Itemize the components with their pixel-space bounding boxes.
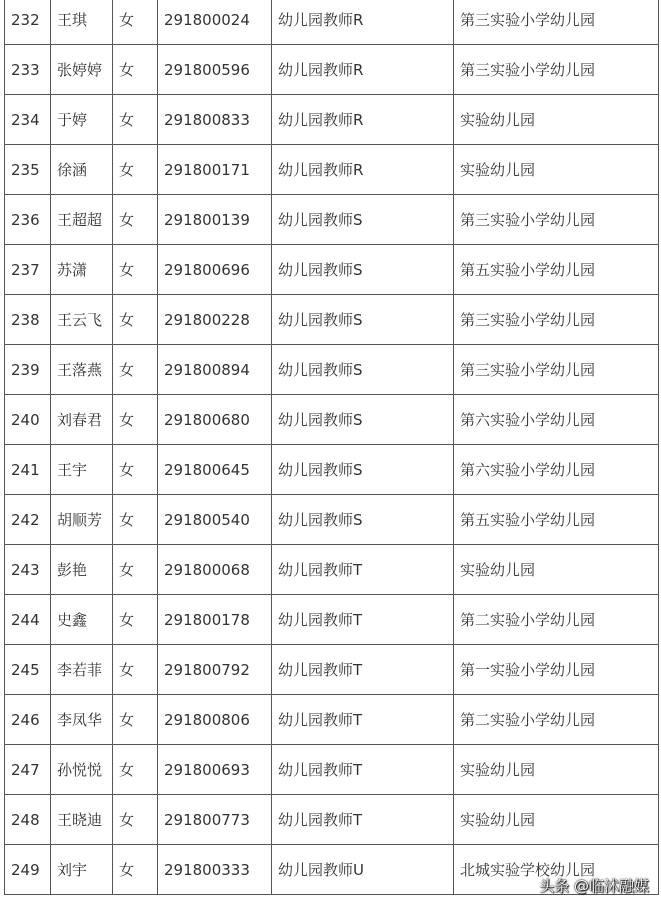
table-row bbox=[5, 395, 659, 445]
cell-exam-id: 291800792 bbox=[158, 645, 272, 695]
cell-number: 242 bbox=[5, 495, 51, 545]
cell-school: 第三实验小学幼儿园 bbox=[454, 0, 659, 45]
cell-school: 第五实验小学幼儿园 bbox=[454, 495, 659, 545]
cell-name: 王超超 bbox=[51, 195, 113, 245]
table-row bbox=[5, 95, 659, 145]
cell-school: 第二实验小学幼儿园 bbox=[454, 695, 659, 745]
cell-sex: 女 bbox=[113, 195, 158, 245]
cell-sex: 女 bbox=[113, 395, 158, 445]
cell-sex: 女 bbox=[113, 845, 158, 895]
cell-number: 245 bbox=[5, 645, 51, 695]
cell-school: 实验幼儿园 bbox=[454, 545, 659, 595]
cell-number: 247 bbox=[5, 745, 51, 795]
cell-number: 232 bbox=[5, 0, 51, 45]
cell-post: 幼儿园教师T bbox=[272, 545, 454, 595]
cell-school: 北城实验学校幼儿园 bbox=[454, 845, 659, 895]
cell-sex: 女 bbox=[113, 0, 158, 45]
cell-number: 243 bbox=[5, 545, 51, 595]
cell-sex: 女 bbox=[113, 545, 158, 595]
cell-name: 孙悦悦 bbox=[51, 745, 113, 795]
table-row bbox=[5, 795, 659, 845]
cell-exam-id: 291800178 bbox=[158, 595, 272, 645]
cell-post: 幼儿园教师S bbox=[272, 495, 454, 545]
cell-number: 244 bbox=[5, 595, 51, 645]
cell-exam-id: 291800894 bbox=[158, 345, 272, 395]
cell-number: 237 bbox=[5, 245, 51, 295]
cell-name: 徐涵 bbox=[51, 145, 113, 195]
cell-post: 幼儿园教师S bbox=[272, 295, 454, 345]
cell-number: 239 bbox=[5, 345, 51, 395]
cell-name: 史鑫 bbox=[51, 595, 113, 645]
cell-school: 实验幼儿园 bbox=[454, 795, 659, 845]
cell-school: 实验幼儿园 bbox=[454, 745, 659, 795]
cell-post: 幼儿园教师S bbox=[272, 445, 454, 495]
cell-name: 王晓迪 bbox=[51, 795, 113, 845]
cell-post: 幼儿园教师T bbox=[272, 795, 454, 845]
cell-name: 王琪 bbox=[51, 0, 113, 45]
cell-number: 249 bbox=[5, 845, 51, 895]
cell-exam-id: 291800773 bbox=[158, 795, 272, 845]
cell-number: 236 bbox=[5, 195, 51, 245]
cell-school: 第六实验小学幼儿园 bbox=[454, 395, 659, 445]
table-row bbox=[5, 0, 659, 45]
cell-name: 苏潇 bbox=[51, 245, 113, 295]
table-row bbox=[5, 45, 659, 95]
cell-sex: 女 bbox=[113, 595, 158, 645]
cell-name: 彭艳 bbox=[51, 545, 113, 595]
cell-name: 胡顺芳 bbox=[51, 495, 113, 545]
cell-exam-id: 291800645 bbox=[158, 445, 272, 495]
table-row bbox=[5, 545, 659, 595]
cell-school: 第五实验小学幼儿园 bbox=[454, 245, 659, 295]
table-row bbox=[5, 195, 659, 245]
cell-sex: 女 bbox=[113, 295, 158, 345]
cell-name: 于婷 bbox=[51, 95, 113, 145]
cell-sex: 女 bbox=[113, 495, 158, 545]
cell-post: 幼儿园教师T bbox=[272, 695, 454, 745]
cell-sex: 女 bbox=[113, 795, 158, 845]
table-row bbox=[5, 245, 659, 295]
cell-name: 王落燕 bbox=[51, 345, 113, 395]
table-row bbox=[5, 595, 659, 645]
cell-post: 幼儿园教师S bbox=[272, 345, 454, 395]
cell-exam-id: 291800228 bbox=[158, 295, 272, 345]
cell-sex: 女 bbox=[113, 695, 158, 745]
cell-exam-id: 291800139 bbox=[158, 195, 272, 245]
cell-number: 234 bbox=[5, 95, 51, 145]
cell-exam-id: 291800171 bbox=[158, 145, 272, 195]
cell-name: 张婷婷 bbox=[51, 45, 113, 95]
cell-school: 第三实验小学幼儿园 bbox=[454, 45, 659, 95]
cell-exam-id: 291800680 bbox=[158, 395, 272, 445]
cell-school: 第三实验小学幼儿园 bbox=[454, 345, 659, 395]
table-row bbox=[5, 295, 659, 345]
cell-exam-id: 291800596 bbox=[158, 45, 272, 95]
table-row bbox=[5, 345, 659, 395]
cell-post: 幼儿园教师S bbox=[272, 245, 454, 295]
cell-exam-id: 291800696 bbox=[158, 245, 272, 295]
table-row bbox=[5, 645, 659, 695]
table-row bbox=[5, 845, 659, 895]
cell-school: 第六实验小学幼儿园 bbox=[454, 445, 659, 495]
cell-school: 实验幼儿园 bbox=[454, 145, 659, 195]
cell-exam-id: 291800540 bbox=[158, 495, 272, 545]
table-row bbox=[5, 445, 659, 495]
cell-post: 幼儿园教师R bbox=[272, 0, 454, 45]
cell-number: 235 bbox=[5, 145, 51, 195]
cell-name: 王云飞 bbox=[51, 295, 113, 345]
cell-exam-id: 291800806 bbox=[158, 695, 272, 745]
cell-name: 刘宇 bbox=[51, 845, 113, 895]
cell-school: 第三实验小学幼儿园 bbox=[454, 295, 659, 345]
cell-post: 幼儿园教师T bbox=[272, 595, 454, 645]
table-row bbox=[5, 145, 659, 195]
table-row bbox=[5, 745, 659, 795]
cell-post: 幼儿园教师U bbox=[272, 845, 454, 895]
cell-exam-id: 291800024 bbox=[158, 0, 272, 45]
table-row bbox=[5, 695, 659, 745]
cell-exam-id: 291800333 bbox=[158, 845, 272, 895]
cell-number: 248 bbox=[5, 795, 51, 845]
cell-sex: 女 bbox=[113, 345, 158, 395]
cell-sex: 女 bbox=[113, 445, 158, 495]
cell-number: 233 bbox=[5, 45, 51, 95]
cell-sex: 女 bbox=[113, 245, 158, 295]
cell-name: 王宇 bbox=[51, 445, 113, 495]
cell-sex: 女 bbox=[113, 45, 158, 95]
cell-school: 实验幼儿园 bbox=[454, 95, 659, 145]
cell-exam-id: 291800833 bbox=[158, 95, 272, 145]
source-watermark: 头条 @临沭融媒 bbox=[539, 877, 649, 895]
cell-sex: 女 bbox=[113, 645, 158, 695]
cell-post: 幼儿园教师R bbox=[272, 45, 454, 95]
cell-sex: 女 bbox=[113, 745, 158, 795]
cell-exam-id: 291800068 bbox=[158, 545, 272, 595]
cell-school: 第一实验小学幼儿园 bbox=[454, 645, 659, 695]
cell-exam-id: 291800693 bbox=[158, 745, 272, 795]
cell-number: 238 bbox=[5, 295, 51, 345]
cell-sex: 女 bbox=[113, 95, 158, 145]
cell-name: 李若菲 bbox=[51, 645, 113, 695]
cell-sex: 女 bbox=[113, 145, 158, 195]
cell-name: 李凤华 bbox=[51, 695, 113, 745]
roster-table bbox=[4, 0, 659, 895]
cell-post: 幼儿园教师T bbox=[272, 645, 454, 695]
cell-post: 幼儿园教师T bbox=[272, 745, 454, 795]
cell-school: 第二实验小学幼儿园 bbox=[454, 595, 659, 645]
cell-school: 第三实验小学幼儿园 bbox=[454, 195, 659, 245]
cell-post: 幼儿园教师R bbox=[272, 145, 454, 195]
cell-number: 246 bbox=[5, 695, 51, 745]
table-row bbox=[5, 495, 659, 545]
cell-name: 刘春君 bbox=[51, 395, 113, 445]
cell-post: 幼儿园教师R bbox=[272, 95, 454, 145]
cell-post: 幼儿园教师S bbox=[272, 395, 454, 445]
cell-number: 241 bbox=[5, 445, 51, 495]
cell-post: 幼儿园教师S bbox=[272, 195, 454, 245]
cell-number: 240 bbox=[5, 395, 51, 445]
